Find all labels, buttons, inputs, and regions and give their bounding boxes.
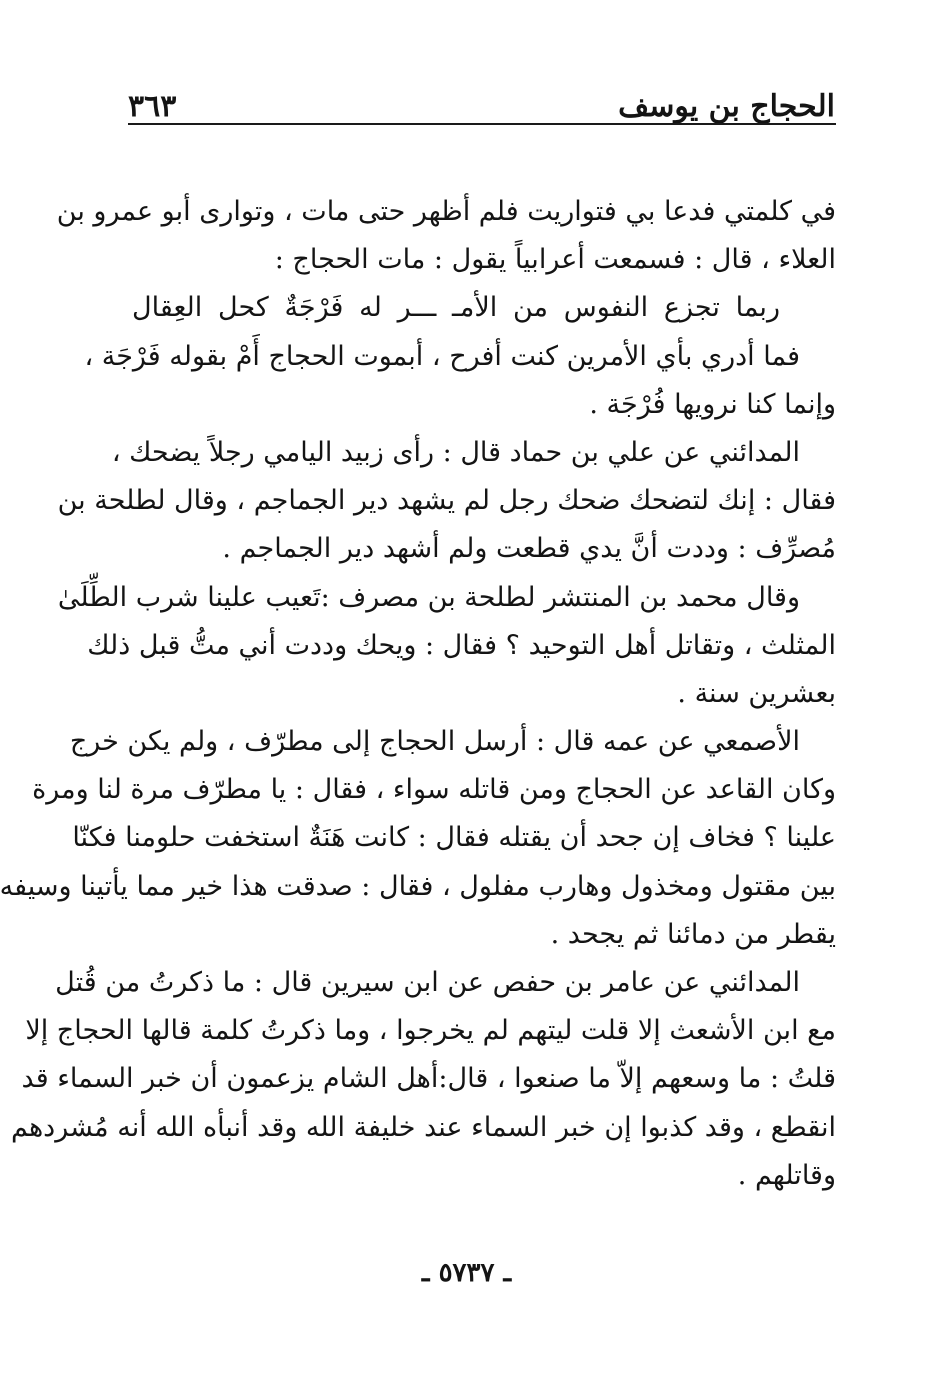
text-line: بين مقتول ومخذول وهارب مفلول ، فقال : صدقت هذا خير مما يأتينا وسيفه	[0, 870, 836, 902]
text-line: مُصرِّف : وددت أنَّ يدي قطعت ولم أشهد دير الجماجم .	[222, 533, 836, 565]
text-line: انقطع ، وقد كذبوا إن خبر السماء عند خليفة الله وقد أنبأه الله أنه مُشردهم	[10, 1111, 836, 1143]
header-page-number: ٣٦٣	[128, 89, 177, 124]
text-line: وإنما كنا نرويها فُرْجَة .	[589, 388, 836, 420]
text-line: المدائني عن عامر بن حفص عن ابن سيرين قال : ما ذكرتُ من قُتل	[55, 967, 800, 998]
text-line: قلتُ : ما وسعهم إلاّ ما صنعوا ، قال:أهل الشام يزعمون أن خبر السماء قد	[21, 1063, 836, 1095]
text-line: بعشرين سنة .	[677, 677, 836, 709]
text-line: مع ابن الأشعث إلا قلت ليتهم لم يخرجوا ، وما ذكرتُ كلمة قالها الحجاج إلا	[25, 1015, 836, 1047]
running-title: الحجاج بن يوسف	[618, 89, 835, 124]
text-line: وكان القاعد عن الحجاج ومن قاتله سواء ، فقال : يا مطرّف مرة لنا ومرة	[32, 774, 836, 806]
text-line: المثلث ، وتقاتل أهل التوحيد ؟ فقال : ويحك وددت أني متُّ قبل ذلك	[87, 629, 836, 661]
text-line: في كلمتي فدعا بي فتواريت فلم أظهر حتى مات ، وتوارى أبو عمرو بن	[56, 196, 836, 227]
text-line: فما أدري بأي الأمرين كنت أفرح ، أبموت الحجاج أَمْ بقوله فَرْجَة ،	[84, 340, 800, 372]
body-text	[0, 188, 836, 1200]
running-head	[128, 72, 835, 122]
text-line: الأصمعي عن عمه قال : أرسل الحجاج إلى مطرّف ، ولم يكن خرج	[69, 726, 800, 758]
text-line: وقاتلهم .	[737, 1159, 836, 1191]
header-rule	[128, 123, 836, 125]
text-line: ربما تجزع النفوس من الأمـ ـــر له فَرْجَةٌ كحل العِقال	[132, 292, 780, 324]
text-line: يقطر من دمائنا ثم يجحد .	[550, 918, 836, 950]
text-line: المدائني عن علي بن حماد قال : رأى زبيد اليامي رجلاً يضحك ،	[111, 436, 800, 468]
footer-page-number: ـ ٥٧٣٧ ـ	[421, 1258, 512, 1288]
text-line: فقال : إنك لتضحك ضحك رجل لم يشهد دير الجماجم ، وقال لطلحة بن	[57, 485, 836, 517]
text-line: العلاء ، قال : فسمعت أعرابياً يقول : مات الحجاج :	[274, 244, 836, 276]
text-line: علينا ؟ فخاف إن جحد أن يقتله فقال : كانت هَنَةٌ استخفت حلومنا فكنّا	[72, 822, 836, 854]
text-line: وقال محمد بن المنتشر لطلحة بن مصرف :تَعيب علينا شرب الطِّلَىٰ	[57, 581, 800, 613]
